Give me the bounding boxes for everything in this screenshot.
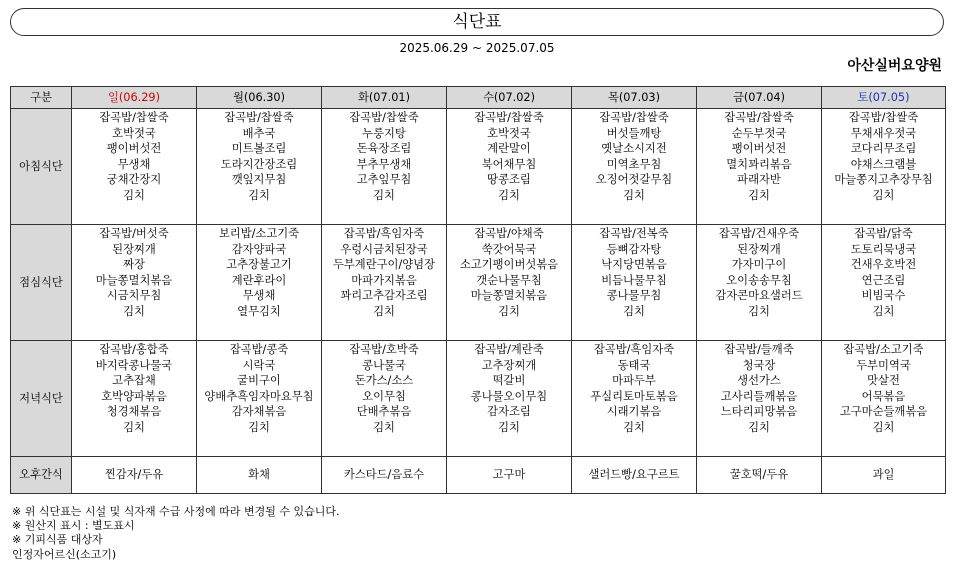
dish-item: 두부미역국 bbox=[856, 358, 911, 372]
dish-item: 콩나물국 bbox=[362, 358, 406, 372]
dish-item: 도토리묵냉국 bbox=[850, 242, 917, 256]
dish-item: 멸치꽈리볶음 bbox=[726, 157, 792, 171]
dish-item: 잡곡밥/흑임자죽 bbox=[343, 227, 425, 240]
dish-item: 잡곡밥/버섯죽 bbox=[99, 227, 169, 240]
menu-cell bbox=[572, 225, 697, 341]
dish-item: 콩나물무침 bbox=[606, 289, 662, 302]
dish-item: 팽이버섯전 bbox=[731, 142, 787, 155]
dish-item: 잡곡밥/찹쌀죽 bbox=[224, 111, 294, 124]
menu-cell bbox=[447, 109, 572, 225]
meal-label: 점심식단 bbox=[11, 225, 72, 341]
dish-item: 잡곡밥/찹쌀죽 bbox=[349, 111, 419, 124]
dish-item: 잡곡밥/야채죽 bbox=[474, 227, 544, 240]
dish-item: 무생채 bbox=[242, 289, 276, 302]
day-header-row bbox=[11, 87, 946, 109]
dish-item: 된장찌개 bbox=[112, 242, 156, 256]
menu-cell bbox=[572, 341, 697, 457]
page-title: 식단표 bbox=[452, 12, 502, 32]
dish-item: 호박양파볶음 bbox=[101, 389, 167, 403]
dish-item: 김치 bbox=[498, 304, 520, 318]
day-header-wed: 수(07.02) bbox=[447, 87, 572, 109]
dish-item: 소고기팽이버섯볶음 bbox=[459, 258, 559, 271]
menu-cell bbox=[447, 341, 572, 457]
menu-cell bbox=[322, 225, 447, 341]
menu-cell bbox=[197, 457, 322, 494]
dish-item: 미트볼조림 bbox=[231, 142, 287, 155]
dish-item: 갯순나물무침 bbox=[476, 273, 542, 287]
dish-item: 비빔국수 bbox=[861, 289, 906, 302]
dish-item: 김치 bbox=[623, 188, 645, 202]
dish-item: 콩나물오이무침 bbox=[470, 389, 548, 403]
dish-item: 김치 bbox=[373, 188, 395, 202]
menu-cell bbox=[72, 225, 197, 341]
dish-item: 잡곡밥/전복죽 bbox=[599, 227, 669, 240]
dish-item: 김치 bbox=[872, 188, 895, 202]
menu-title-box bbox=[10, 8, 944, 36]
dish-item: 느타리피망볶음 bbox=[720, 405, 798, 418]
dish-item: 꿀호떡/두유 bbox=[729, 468, 789, 482]
menu-cell bbox=[322, 109, 447, 225]
menu-cell bbox=[447, 225, 572, 341]
dish-item: 열무김치 bbox=[237, 304, 281, 318]
note-change: ※ 위 식단표는 시설 및 식자재 수급 사정에 따라 변경될 수 있습니다. bbox=[12, 505, 340, 518]
dish-item: 잡곡밥/콩죽 bbox=[229, 343, 289, 356]
dish-item: 돈육장조림 bbox=[356, 142, 412, 155]
dish-item: 김치 bbox=[123, 304, 145, 318]
dish-item: 마파가지볶음 bbox=[351, 273, 417, 287]
dish-item: 김치 bbox=[123, 420, 145, 434]
dish-item: 배추국 bbox=[242, 126, 276, 140]
dish-item: 김치 bbox=[623, 420, 645, 434]
dish-item: 부추무생채 bbox=[356, 157, 412, 171]
dish-item: 잡곡밥/홍합죽 bbox=[99, 343, 169, 356]
dish-item: 감자조림 bbox=[487, 405, 531, 418]
dish-item: 화채 bbox=[248, 468, 270, 482]
dish-item: 오징어젓갈무침 bbox=[595, 173, 673, 186]
dish-item: 도라지간장조림 bbox=[220, 157, 298, 171]
dish-item: 호박젓국 bbox=[487, 126, 531, 140]
dish-item: 맛살전 bbox=[867, 374, 900, 387]
menu-cell bbox=[72, 457, 197, 494]
dish-item: 팽이버섯전 bbox=[106, 142, 162, 155]
menu-cell bbox=[697, 109, 822, 225]
dish-item: 잡곡밥/계란죽 bbox=[474, 343, 544, 356]
dish-item: 과일 bbox=[872, 468, 895, 482]
dish-item: 김치 bbox=[248, 188, 270, 202]
dish-item: 꽈리고추감자조림 bbox=[340, 289, 428, 302]
dish-item: 건새우호박전 bbox=[850, 258, 917, 271]
dish-item: 바지락콩나물국 bbox=[95, 358, 173, 372]
menu-cell bbox=[697, 341, 822, 457]
dish-item: 비듬나물무침 bbox=[601, 273, 667, 287]
dish-item: 오이송송무침 bbox=[726, 273, 792, 287]
dish-item: 잡곡밥/소고기죽 bbox=[843, 343, 924, 356]
dish-item: 시금치무침 bbox=[106, 289, 162, 302]
dish-item: 계란후라이 bbox=[231, 273, 287, 287]
dish-item: 어묵볶음 bbox=[861, 389, 906, 403]
day-header-mon: 월(06.30) bbox=[197, 87, 322, 109]
menu-cell bbox=[322, 341, 447, 457]
meal-label: 저녁식단 bbox=[11, 341, 72, 457]
dish-item: 잡곡밥/찹쌀죽 bbox=[474, 111, 544, 124]
dish-item: 마늘쫑지고추장무침 bbox=[834, 173, 933, 186]
menu-notes bbox=[12, 505, 339, 562]
dish-item: 고추장불고기 bbox=[226, 258, 292, 271]
menu-period: 2025.06.29 ~ 2025.07.05 bbox=[399, 41, 555, 55]
dish-item: 짜장 bbox=[123, 258, 145, 271]
menu-cell bbox=[72, 109, 197, 225]
dish-item: 떡갈비 bbox=[492, 374, 526, 387]
dish-item: 잡곡밥/찹쌀죽 bbox=[99, 111, 169, 124]
day-header-thu: 목(07.03) bbox=[572, 87, 697, 109]
menu-cell bbox=[197, 109, 322, 225]
menu-cell bbox=[572, 457, 697, 494]
dish-item: 돈가스/소스 bbox=[354, 374, 414, 387]
dish-item: 카스타드/음료수 bbox=[343, 468, 425, 482]
dish-item: 김치 bbox=[872, 304, 895, 318]
dish-item: 청경채볶음 bbox=[106, 405, 162, 418]
dish-item: 고구마순들깨볶음 bbox=[839, 405, 928, 418]
dish-item: 김치 bbox=[123, 188, 145, 202]
dish-item: 김치 bbox=[748, 188, 770, 202]
dish-item: 보리밥/소고기죽 bbox=[218, 227, 300, 240]
dish-item: 김치 bbox=[748, 420, 770, 434]
dish-item: 감자양파국 bbox=[231, 242, 287, 256]
dish-item: 미역초무침 bbox=[606, 157, 662, 171]
day-header-tue: 화(07.01) bbox=[322, 87, 447, 109]
dish-item: 고구마 bbox=[492, 468, 526, 482]
meal-label: 오후간식 bbox=[11, 457, 72, 494]
menu-cell bbox=[72, 341, 197, 457]
dish-item: 찐감자/두유 bbox=[104, 468, 164, 482]
note-resident: 인정자어르신(소고기) bbox=[12, 547, 117, 561]
menu-cell bbox=[822, 225, 946, 341]
dish-item: 누룽지탕 bbox=[362, 126, 406, 140]
meal-label: 아침식단 bbox=[11, 109, 72, 225]
dish-item: 김치 bbox=[498, 420, 520, 434]
dish-item: 고추잡채 bbox=[112, 374, 156, 387]
dish-item: 연근조림 bbox=[861, 273, 906, 287]
day-header-sun: 일(06.29) bbox=[72, 87, 197, 109]
dish-item: 마늘쫑멸치볶음 bbox=[95, 273, 173, 287]
dish-item: 깻잎지무침 bbox=[231, 173, 287, 186]
dish-item: 잡곡밥/건새우죽 bbox=[718, 227, 800, 240]
dish-item: 고추장찌개 bbox=[481, 358, 537, 372]
dish-item: 오이무침 bbox=[362, 389, 406, 403]
dish-item: 샐러드빵/요구르트 bbox=[588, 468, 680, 482]
weekly-menu-table bbox=[10, 86, 946, 494]
dish-item: 코다리무조림 bbox=[850, 142, 917, 155]
dish-item: 잡곡밥/찹쌀죽 bbox=[724, 111, 794, 124]
dish-item: 고사리들깨볶음 bbox=[720, 389, 798, 403]
dish-item: 무채새우젓국 bbox=[850, 126, 917, 140]
menu-cell bbox=[822, 341, 946, 457]
corner-header: 구분 bbox=[11, 87, 72, 109]
dish-item: 김치 bbox=[872, 420, 895, 434]
dish-item: 북어채무침 bbox=[481, 157, 537, 171]
menu-cell bbox=[197, 341, 322, 457]
dish-item: 김치 bbox=[373, 304, 395, 318]
dish-item: 잡곡밥/들깨죽 bbox=[724, 343, 794, 356]
dish-item: 우렁시금치된장국 bbox=[340, 242, 428, 256]
dinner-row bbox=[11, 341, 946, 457]
dish-item: 호박젓국 bbox=[112, 126, 156, 140]
menu-cell bbox=[322, 457, 447, 494]
dish-item: 버섯들깨탕 bbox=[606, 126, 662, 140]
day-header-fri: 금(07.04) bbox=[697, 87, 822, 109]
dish-item: 감자콘마요샐러드 bbox=[715, 289, 803, 302]
menu-cell bbox=[572, 109, 697, 225]
breakfast-row bbox=[11, 109, 946, 225]
dish-item: 옛날소시지전 bbox=[601, 142, 667, 155]
dish-item: 계란말이 bbox=[487, 142, 531, 155]
dish-item: 잡곡밥/호박죽 bbox=[349, 343, 419, 356]
dish-item: 양배추흑임자마요무침 bbox=[204, 389, 314, 403]
menu-cell bbox=[822, 457, 946, 494]
menu-cell bbox=[697, 225, 822, 341]
dish-item: 무생채 bbox=[117, 157, 151, 171]
menu-cell bbox=[197, 225, 322, 341]
dish-item: 잡곡밥/흑임자죽 bbox=[593, 343, 675, 356]
dish-item: 김치 bbox=[748, 304, 770, 318]
dish-item: 시래기볶음 bbox=[606, 405, 662, 418]
dish-item: 마늘쫑멸치볶음 bbox=[470, 289, 548, 302]
dish-item: 푸실리토마토볶음 bbox=[590, 389, 678, 403]
dish-item: 김치 bbox=[498, 188, 520, 202]
dish-item: 감자채볶음 bbox=[231, 405, 287, 418]
dish-item: 동태국 bbox=[617, 358, 651, 372]
menu-cell bbox=[697, 457, 822, 494]
dish-item: 단배추볶음 bbox=[356, 405, 412, 418]
dish-item: 마파두부 bbox=[612, 374, 656, 387]
menu-cell bbox=[447, 457, 572, 494]
day-header-sat: 토(07.05) bbox=[822, 87, 946, 109]
dish-item: 청국장 bbox=[742, 358, 776, 372]
dish-item: 등뼈감자탕 bbox=[606, 242, 662, 256]
dish-item: 가자미구이 bbox=[731, 258, 787, 271]
dish-item: 땅콩조림 bbox=[487, 173, 531, 186]
dish-item: 김치 bbox=[373, 420, 395, 434]
dish-item: 잡곡밥/찹쌀죽 bbox=[599, 111, 669, 124]
dish-item: 된장찌개 bbox=[737, 242, 781, 256]
facility-name: 아산실버요양원 bbox=[847, 58, 942, 74]
dish-item: 김치 bbox=[623, 304, 645, 318]
dish-item: 고추잎무침 bbox=[356, 173, 412, 186]
dish-item: 두부계란구이/양념장 bbox=[332, 258, 436, 271]
dish-item: 쑥갓어묵국 bbox=[481, 242, 537, 256]
dish-item: 잡곡밥/닭죽 bbox=[854, 227, 913, 240]
dish-item: 생선가스 bbox=[737, 374, 781, 387]
dish-item: 시락국 bbox=[242, 358, 276, 372]
lunch-row bbox=[11, 225, 946, 341]
dish-item: 순두부젓국 bbox=[731, 126, 787, 140]
menu-cell bbox=[822, 109, 946, 225]
dish-item: 낙지당면볶음 bbox=[601, 258, 667, 271]
note-avoid-food: ※ 기피식품 대상자 bbox=[12, 533, 103, 547]
dish-item: 궁채간장지 bbox=[106, 173, 162, 186]
dish-item: 김치 bbox=[248, 420, 270, 434]
dish-item: 야채스크램블 bbox=[850, 157, 917, 171]
dish-item: 파래자반 bbox=[737, 173, 781, 186]
dish-item: 굴비구이 bbox=[237, 374, 281, 387]
note-origin: ※ 원산지 표시 : 별도표시 bbox=[12, 519, 135, 533]
snack-row bbox=[11, 457, 946, 494]
dish-item: 잡곡밥/찹쌀죽 bbox=[848, 111, 919, 124]
